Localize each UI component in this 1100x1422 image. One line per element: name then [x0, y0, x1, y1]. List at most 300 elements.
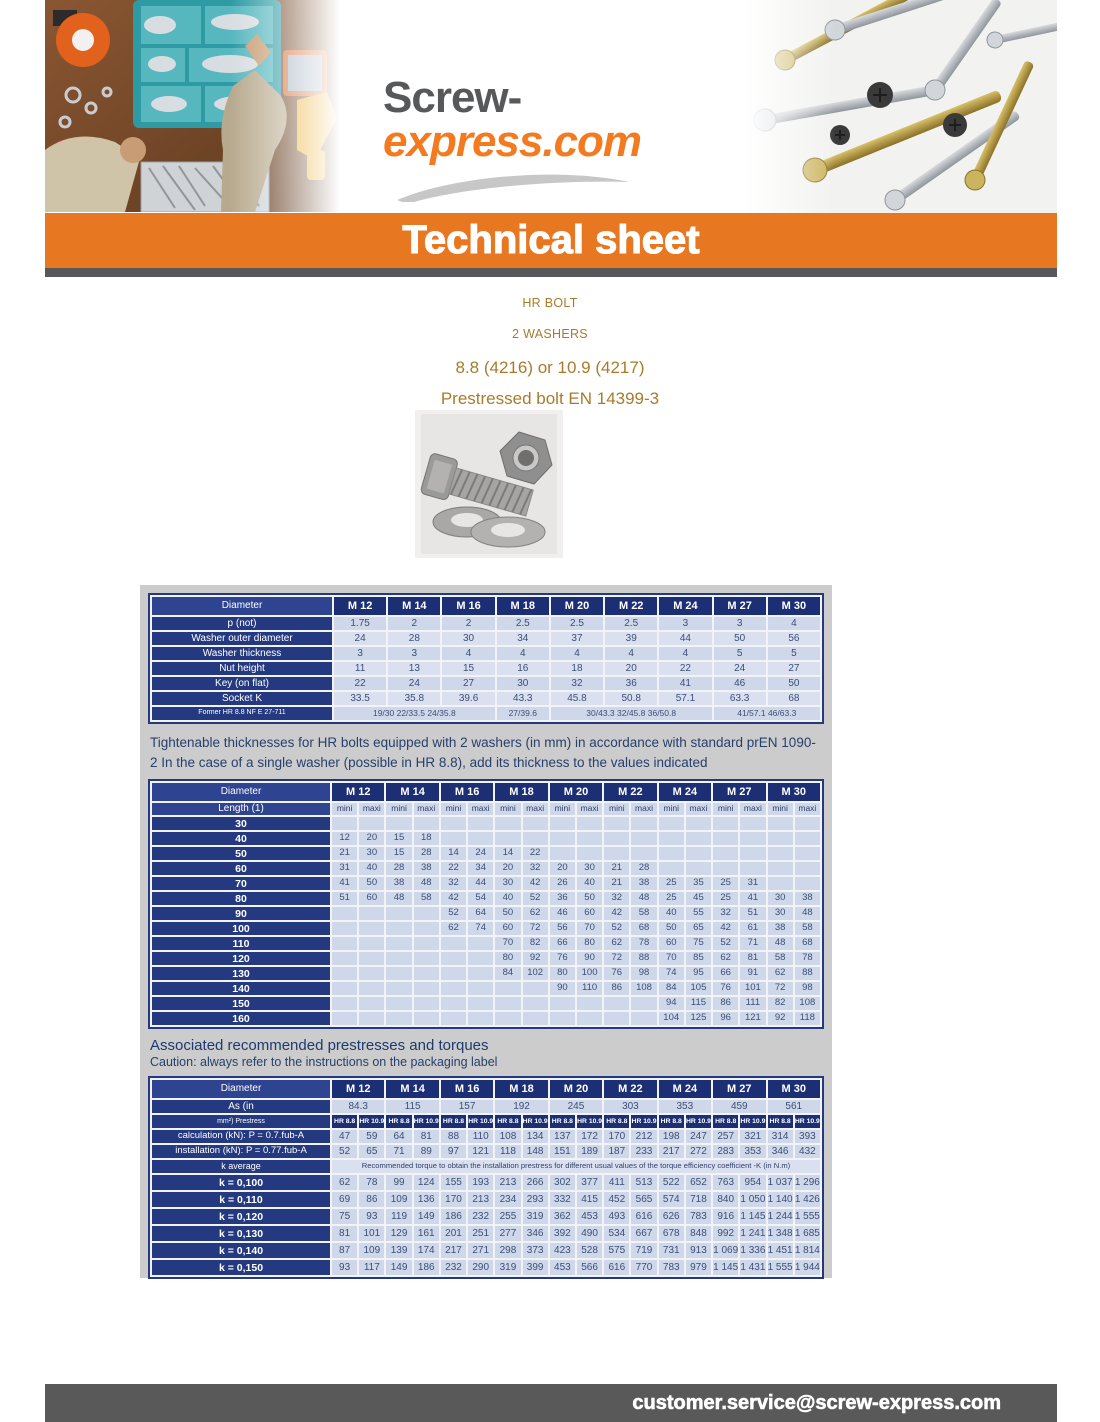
t3-torque-value: 266: [523, 1175, 548, 1190]
m-size-header: M 30: [768, 1080, 821, 1098]
t2-value: 62: [604, 937, 629, 950]
t2-value: [441, 952, 466, 965]
t2-value: 74: [659, 967, 684, 980]
t2-value: [686, 862, 711, 875]
t3-value: 257: [713, 1130, 738, 1143]
t3-torque-value: 139: [386, 1243, 411, 1258]
t2-value: [359, 907, 384, 920]
hr109-header: HR 10.9: [359, 1115, 384, 1128]
m-size-header: M 16: [441, 783, 493, 801]
t1-value: 30: [442, 632, 494, 645]
t3-torque-value: 109: [386, 1192, 411, 1207]
k-label: k = 0,140: [152, 1243, 330, 1258]
t1-row-label: Washer outer diameter: [152, 632, 332, 645]
t2-value: [740, 817, 765, 830]
t3-torque-value: 783: [686, 1209, 711, 1224]
t3-torque-value: 534: [604, 1226, 629, 1241]
as-value: 353: [659, 1100, 711, 1113]
t3-torque-value: 1 037: [768, 1175, 793, 1190]
t3-torque-value: 667: [631, 1226, 656, 1241]
t2-row: [152, 907, 820, 920]
t2-value: 102: [523, 967, 548, 980]
t2-length-label: 110: [152, 937, 330, 950]
t2-value: 66: [713, 967, 738, 980]
k-note: Recommended torque to obtain the installation prestress for different usual values of the torque efficiency coefficient -K (in N.m): [332, 1160, 820, 1173]
t2-value: 62: [768, 967, 793, 980]
t3-torque-value: 213: [468, 1192, 493, 1207]
t2-length-label: 90: [152, 907, 330, 920]
t2-value: [795, 862, 820, 875]
maxi-header: maxi: [577, 803, 602, 815]
t2-value: [604, 817, 629, 830]
t3-installation-row: [152, 1145, 820, 1158]
t2-value: 108: [631, 982, 656, 995]
t1-value: 36: [605, 677, 657, 690]
t2-value: 96: [713, 1012, 738, 1025]
t3-value: 134: [523, 1130, 548, 1143]
t2-value: [550, 997, 575, 1010]
t2-value: 48: [795, 907, 820, 920]
t1-value: 15: [442, 662, 494, 675]
t1-merged-value: 41/57.1 46/63.3: [714, 707, 820, 720]
t2-value: [686, 832, 711, 845]
t3-value: 59: [359, 1130, 384, 1143]
t2-value: 30: [359, 847, 384, 860]
t2-value: 66: [550, 937, 575, 950]
t3-value: 47: [332, 1130, 357, 1143]
t1-value: 30: [497, 677, 549, 690]
workbench-photo: [45, 0, 340, 212]
t3-torque-value: 232: [441, 1260, 466, 1275]
diameter-column-header: Diameter: [152, 597, 332, 615]
t3-torque-value: 62: [332, 1175, 357, 1190]
t2-value: 28: [386, 862, 411, 875]
t2-value: 86: [713, 997, 738, 1010]
t2-row: [152, 877, 820, 890]
m-size-header: M 16: [442, 597, 494, 615]
t2-value: [659, 817, 684, 830]
t2-value: 38: [414, 862, 439, 875]
t1-value: 2.5: [551, 617, 603, 630]
t3-torque-value: 377: [577, 1175, 602, 1190]
maxi-header: maxi: [631, 803, 656, 815]
t2-value: 32: [523, 862, 548, 875]
t2-value: 84: [659, 982, 684, 995]
t3-torque-value: 362: [550, 1209, 575, 1224]
t2-length-label: 50: [152, 847, 330, 860]
t2-value: [795, 817, 820, 830]
t1-value: 39.6: [442, 692, 494, 705]
t3-torque-value: 93: [332, 1260, 357, 1275]
t3-torque-value: 453: [550, 1260, 575, 1275]
t1-value: 11: [334, 662, 386, 675]
t1-value: 41: [659, 677, 711, 690]
t2-value: [414, 952, 439, 965]
t2-value: 28: [414, 847, 439, 860]
as-value: 245: [550, 1100, 602, 1113]
t2-value: [577, 1012, 602, 1025]
t2-value: 60: [577, 907, 602, 920]
t2-length-label: 100: [152, 922, 330, 935]
t2-length-label: 160: [152, 1012, 330, 1025]
t2-value: 42: [713, 922, 738, 935]
t2-value: 42: [604, 907, 629, 920]
t2-value: [414, 937, 439, 950]
t2-value: [550, 817, 575, 830]
t3-torque-value: 916: [713, 1209, 738, 1224]
t1-former-row: [152, 707, 820, 720]
t2-row: [152, 937, 820, 950]
t3-torque-value: 101: [359, 1226, 384, 1241]
t3-torque-value: 1 145: [713, 1260, 738, 1275]
t3-torque-value: 155: [441, 1175, 466, 1190]
t3-torque-value: 626: [659, 1209, 684, 1224]
t2-value: [386, 982, 411, 995]
t2-value: 111: [740, 997, 765, 1010]
t3-torque-value: 302: [550, 1175, 575, 1190]
t2-value: [795, 877, 820, 890]
t2-value: 86: [604, 982, 629, 995]
t2-value: [386, 937, 411, 950]
t2-value: [386, 817, 411, 830]
t2-value: [523, 817, 548, 830]
t2-value: 40: [495, 892, 520, 905]
t2-value: [686, 817, 711, 830]
t2-length-label: 150: [152, 997, 330, 1010]
t3-as-row: [152, 1100, 820, 1113]
t3-torque-value: 293: [523, 1192, 548, 1207]
t2-value: [386, 1012, 411, 1025]
m-size-header: M 27: [714, 597, 766, 615]
t1-value: 2.5: [605, 617, 657, 630]
t1-value: 28: [388, 632, 440, 645]
t1-value: 3: [659, 617, 711, 630]
t2-value: 48: [414, 877, 439, 890]
t2-value: 82: [768, 997, 793, 1010]
t2-length-label: 30: [152, 817, 330, 830]
m-size-header: M 12: [332, 1080, 384, 1098]
t2-value: 51: [332, 892, 357, 905]
t3-torque-value: 1 431: [740, 1260, 765, 1275]
t2-value: 31: [332, 862, 357, 875]
t2-value: [577, 997, 602, 1010]
t3-torque-value: 770: [631, 1260, 656, 1275]
t3-torque-value: 129: [386, 1226, 411, 1241]
t2-value: [768, 847, 793, 860]
t2-value: 30: [768, 907, 793, 920]
t2-value: 78: [631, 937, 656, 950]
t2-value: 32: [441, 877, 466, 890]
t3-torque-value: 453: [577, 1209, 602, 1224]
t2-value: [713, 862, 738, 875]
t3-torque-value: 392: [550, 1226, 575, 1241]
t1-value: 13: [388, 662, 440, 675]
hr109-header: HR 10.9: [740, 1115, 765, 1128]
t1-row-label: Nut height: [152, 662, 332, 675]
t1-value: 20: [605, 662, 657, 675]
t2-value: [468, 952, 493, 965]
t3-torque-value: 78: [359, 1175, 384, 1190]
t3-torque-value: 1 814: [795, 1243, 820, 1258]
t3-torque-value: 522: [659, 1175, 684, 1190]
t3-torque-value: 490: [577, 1226, 602, 1241]
t2-value: 41: [332, 877, 357, 890]
prestress-label: mm²) Prestress: [152, 1115, 330, 1128]
t3-torque-value: 763: [713, 1175, 738, 1190]
t3-value: 97: [441, 1145, 466, 1158]
t2-value: [414, 922, 439, 935]
t3-torque-value: 75: [332, 1209, 357, 1224]
t2-value: 81: [740, 952, 765, 965]
t2-value: 76: [604, 967, 629, 980]
t2-value: 88: [795, 967, 820, 980]
t2-header-row: [152, 783, 820, 801]
t3-torque-value: 719: [631, 1243, 656, 1258]
t2-value: [332, 952, 357, 965]
t1-row-label: Socket K: [152, 692, 332, 705]
t3-torque-value: 616: [604, 1260, 629, 1275]
t2-value: 38: [386, 877, 411, 890]
t2-value: 92: [523, 952, 548, 965]
t2-value: [713, 847, 738, 860]
t3-torque-value: 186: [414, 1260, 439, 1275]
t2-value: 30: [577, 862, 602, 875]
t3-torque-value: 81: [332, 1226, 357, 1241]
t1-header-row: [152, 597, 820, 615]
t2-value: 22: [441, 862, 466, 875]
t2-value: 76: [550, 952, 575, 965]
t1-value: 50: [768, 677, 820, 690]
t2-value: 105: [686, 982, 711, 995]
m-size-header: M 12: [334, 597, 386, 615]
t3-torque-value: 1 069: [713, 1243, 738, 1258]
t2-value: [768, 817, 793, 830]
t2-value: [768, 832, 793, 845]
t3-torque-value: 992: [713, 1226, 738, 1241]
t3-torque-value: 93: [359, 1209, 384, 1224]
t2-row: [152, 922, 820, 935]
t1-value: 22: [334, 677, 386, 690]
t2-value: 40: [359, 862, 384, 875]
t2-value: 22: [523, 847, 548, 860]
t2-value: 68: [795, 937, 820, 950]
t2-value: [386, 922, 411, 935]
t2-value: 38: [795, 892, 820, 905]
t2-value: 14: [441, 847, 466, 860]
t3-torque-value: 452: [604, 1192, 629, 1207]
t1-row: [152, 647, 820, 660]
t2-value: 90: [550, 982, 575, 995]
m-size-header: M 12: [332, 783, 384, 801]
t2-value: [604, 997, 629, 1010]
t2-value: 18: [414, 832, 439, 845]
t1-value: 39: [605, 632, 657, 645]
t3-value: 52: [332, 1145, 357, 1158]
hr109-header: HR 10.9: [631, 1115, 656, 1128]
t3-torque-value: 213: [495, 1175, 520, 1190]
t3-torque-value: 513: [631, 1175, 656, 1190]
t2-value: 55: [686, 907, 711, 920]
t2-value: 78: [795, 952, 820, 965]
t3-torque-value: 718: [686, 1192, 711, 1207]
t3-torque-value: 616: [631, 1209, 656, 1224]
m-size-header: M 30: [768, 597, 820, 615]
t2-value: 115: [686, 997, 711, 1010]
t1-row: [152, 617, 820, 630]
t2-value: [740, 832, 765, 845]
t2-value: 72: [604, 952, 629, 965]
t1-merged-value: 19/30 22/33.5 24/35.8: [334, 707, 495, 720]
t1-value: 37: [551, 632, 603, 645]
m-size-header: M 18: [497, 597, 549, 615]
t2-value: [495, 997, 520, 1010]
k-label: k = 0,120: [152, 1209, 330, 1224]
hr88-header: HR 8.8: [768, 1115, 793, 1128]
maxi-header: maxi: [740, 803, 765, 815]
mini-header: mini: [495, 803, 520, 815]
t2-value: [550, 847, 575, 860]
t2-value: 34: [468, 862, 493, 875]
t2-value: [332, 937, 357, 950]
t3-torque-value: 1 050: [740, 1192, 765, 1207]
t1-value: 46: [714, 677, 766, 690]
t2-value: [468, 967, 493, 980]
t3-value: 346: [768, 1145, 793, 1158]
t3-torque-value: 1 426: [795, 1192, 820, 1207]
t2-value: [441, 982, 466, 995]
t2-row: [152, 952, 820, 965]
t2-value: [523, 832, 548, 845]
t2-value: [468, 997, 493, 1010]
t2-value: 30: [768, 892, 793, 905]
t3-torque-value: 415: [577, 1192, 602, 1207]
t2-value: 42: [441, 892, 466, 905]
t2-value: 58: [631, 907, 656, 920]
bolt-product-photo: [415, 410, 563, 558]
logo-text-express: express.com: [383, 117, 642, 166]
hr88-header: HR 8.8: [495, 1115, 520, 1128]
t1-value: 4: [768, 617, 820, 630]
t2-value: [359, 937, 384, 950]
t2-value: [631, 997, 656, 1010]
t2-value: [577, 817, 602, 830]
t2-value: 91: [740, 967, 765, 980]
t1-value: 43.3: [497, 692, 549, 705]
t3-torque-value: 1 348: [768, 1226, 793, 1241]
t3-value: 137: [550, 1130, 575, 1143]
t2-value: [495, 982, 520, 995]
t2-length-label: 80: [152, 892, 330, 905]
t2-row: [152, 832, 820, 845]
t2-value: 15: [386, 832, 411, 845]
bolt-nut-washers-image: [415, 410, 563, 558]
t3-torque-value: 1 145: [740, 1209, 765, 1224]
t3-value: 170: [604, 1130, 629, 1143]
t2-value: 76: [713, 982, 738, 995]
t2-value: 52: [523, 892, 548, 905]
t3-value: 283: [713, 1145, 738, 1158]
t3-torque-value: 731: [659, 1243, 684, 1258]
t3-value: 151: [550, 1145, 575, 1158]
t2-value: 30: [495, 877, 520, 890]
t1-value: 2: [388, 617, 440, 630]
t2-value: [550, 1012, 575, 1025]
t3-torque-value: 979: [686, 1260, 711, 1275]
t3-torque-value: 277: [495, 1226, 520, 1241]
t2-row: [152, 817, 820, 830]
hr88-header: HR 8.8: [659, 1115, 684, 1128]
t2-value: [686, 847, 711, 860]
t3-value: 64: [386, 1130, 411, 1143]
t3-k-row: [152, 1243, 820, 1258]
t2-value: [414, 1012, 439, 1025]
m-size-header: M 20: [550, 783, 602, 801]
t2-value: [604, 1012, 629, 1025]
t1-value: 4: [551, 647, 603, 660]
t2-value: 21: [332, 847, 357, 860]
t3-torque-value: 109: [359, 1243, 384, 1258]
t2-value: [359, 1012, 384, 1025]
t2-value: 58: [414, 892, 439, 905]
t1-value: 35.8: [388, 692, 440, 705]
banner-title: Technical sheet: [402, 218, 700, 262]
t2-value: [441, 817, 466, 830]
t2-length-label: 60: [152, 862, 330, 875]
t1-value: 5: [768, 647, 820, 660]
t3-torque-value: 251: [468, 1226, 493, 1241]
t2-value: [631, 832, 656, 845]
t2-value: 65: [686, 922, 711, 935]
t1-value: 50: [714, 632, 766, 645]
t2-value: 41: [740, 892, 765, 905]
as-value: 459: [713, 1100, 765, 1113]
t2-value: [713, 817, 738, 830]
t2-value: 118: [795, 1012, 820, 1025]
t1-value: 4: [659, 647, 711, 660]
t3-torque-value: 136: [414, 1192, 439, 1207]
logo-text: [383, 73, 733, 166]
t2-row: [152, 997, 820, 1010]
t2-value: [359, 817, 384, 830]
t3-value: 432: [795, 1145, 820, 1158]
hr109-header: HR 10.9: [795, 1115, 820, 1128]
t2-value: 50: [495, 907, 520, 920]
hr88-header: HR 8.8: [332, 1115, 357, 1128]
prestress-section-title: Associated recommended prestresses and torques: [150, 1037, 489, 1055]
t2-value: 28: [631, 862, 656, 875]
t1-value: 27: [442, 677, 494, 690]
t2-value: [414, 997, 439, 1010]
t3-torque-value: 678: [659, 1226, 684, 1241]
t2-value: [795, 832, 820, 845]
footer-email: customer.service@screw-express.com: [632, 1392, 1001, 1414]
t3-value: 108: [495, 1130, 520, 1143]
t3-torque-value: 346: [523, 1226, 548, 1241]
t2-value: 36: [550, 892, 575, 905]
t2-value: 62: [441, 922, 466, 935]
t3-torque-value: 232: [468, 1209, 493, 1224]
t2-value: [468, 832, 493, 845]
t2-value: 75: [686, 937, 711, 950]
m-size-header: M 22: [604, 783, 656, 801]
t1-value: 24: [388, 677, 440, 690]
t2-value: 52: [604, 922, 629, 935]
footer-bar: [45, 1384, 1057, 1422]
t3-torque-value: 87: [332, 1243, 357, 1258]
t2-value: 21: [604, 862, 629, 875]
t2-row: [152, 847, 820, 860]
t2-value: [359, 982, 384, 995]
